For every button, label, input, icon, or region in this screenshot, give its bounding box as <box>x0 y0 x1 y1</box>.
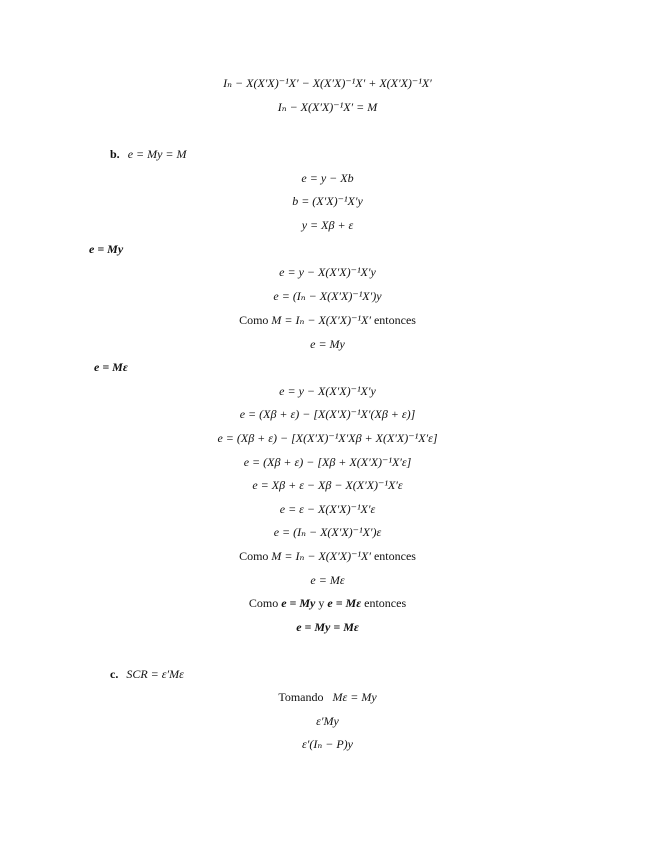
como-line <box>0 549 655 563</box>
equation-line: e = (Iₙ − X(X′X)⁻¹X′)ε <box>273 525 382 539</box>
equation-line: e = (Xβ + ε) − [X(X′X)⁻¹X′Xβ + X(X′X)⁻¹X′ε] <box>217 431 438 445</box>
section-equation: e = My = M <box>127 147 187 161</box>
como-line <box>0 596 655 610</box>
equation-line: e = Xβ + ε − Xβ − X(X′X)⁻¹X′ε <box>252 478 403 492</box>
subsection-label: e = My <box>89 242 124 256</box>
equation-line: e = (Xβ + ε) − [X(X′X)⁻¹X′(Xβ + ε)] <box>239 407 416 421</box>
equation-line: Iₙ − X(X′X)⁻¹X′ = M <box>277 100 378 114</box>
equation-line: e = y − Xb <box>301 171 354 185</box>
equation-line: e = My = Mε <box>296 620 359 634</box>
section-b-heading <box>110 147 187 161</box>
como-line <box>0 313 655 327</box>
equation-line: e = y − X(X′X)⁻¹X′y <box>279 384 376 398</box>
como-tail: entonces <box>373 549 416 563</box>
equation-line: b = (X′X)⁻¹X′y <box>292 194 363 208</box>
equation-line: e = ε − X(X′X)⁻¹X′ε <box>279 502 376 516</box>
como-tail: entonces <box>373 313 416 327</box>
section-equation: SCR = ε′Mε <box>126 667 184 681</box>
como-word: Como <box>248 596 279 610</box>
section-letter: b. <box>110 147 120 161</box>
tomando-math: Mε = My <box>332 690 377 704</box>
como-math: M = Iₙ − X(X′X)⁻¹X′ <box>271 313 371 327</box>
como-math: e = Mε <box>327 596 362 610</box>
como-word: Como <box>239 313 269 327</box>
equation-line: ε′My <box>316 714 339 728</box>
como-math: M = Iₙ − X(X′X)⁻¹X′ <box>271 549 371 563</box>
como-tail: entonces <box>364 596 407 610</box>
subsection-label: e = Mε <box>94 360 128 374</box>
equation-line: y = Xβ + ε <box>301 218 354 232</box>
tomando-line <box>0 690 655 704</box>
equation-line: e = (Iₙ − X(X′X)⁻¹X′)y <box>273 289 382 303</box>
como-math: e = My <box>281 596 316 610</box>
equation-line: e = My <box>310 337 345 351</box>
equation-line: e = Mε <box>310 573 345 587</box>
equation-line: e = y − X(X′X)⁻¹X′y <box>279 265 376 279</box>
tomando-word: Tomando <box>278 690 324 704</box>
equation-line: ε′(Iₙ − P)y <box>302 737 353 751</box>
section-c-heading <box>110 667 184 681</box>
equation-line: Iₙ − X(X′X)⁻¹X′ − X(X′X)⁻¹X′ + X(X′X)⁻¹X′ <box>223 76 432 90</box>
equation-line: e = (Xβ + ε) − [Xβ + X(X′X)⁻¹X′ε] <box>243 455 412 469</box>
como-mid: y <box>318 596 325 610</box>
section-letter: c. <box>110 667 119 681</box>
como-word: Como <box>239 549 269 563</box>
